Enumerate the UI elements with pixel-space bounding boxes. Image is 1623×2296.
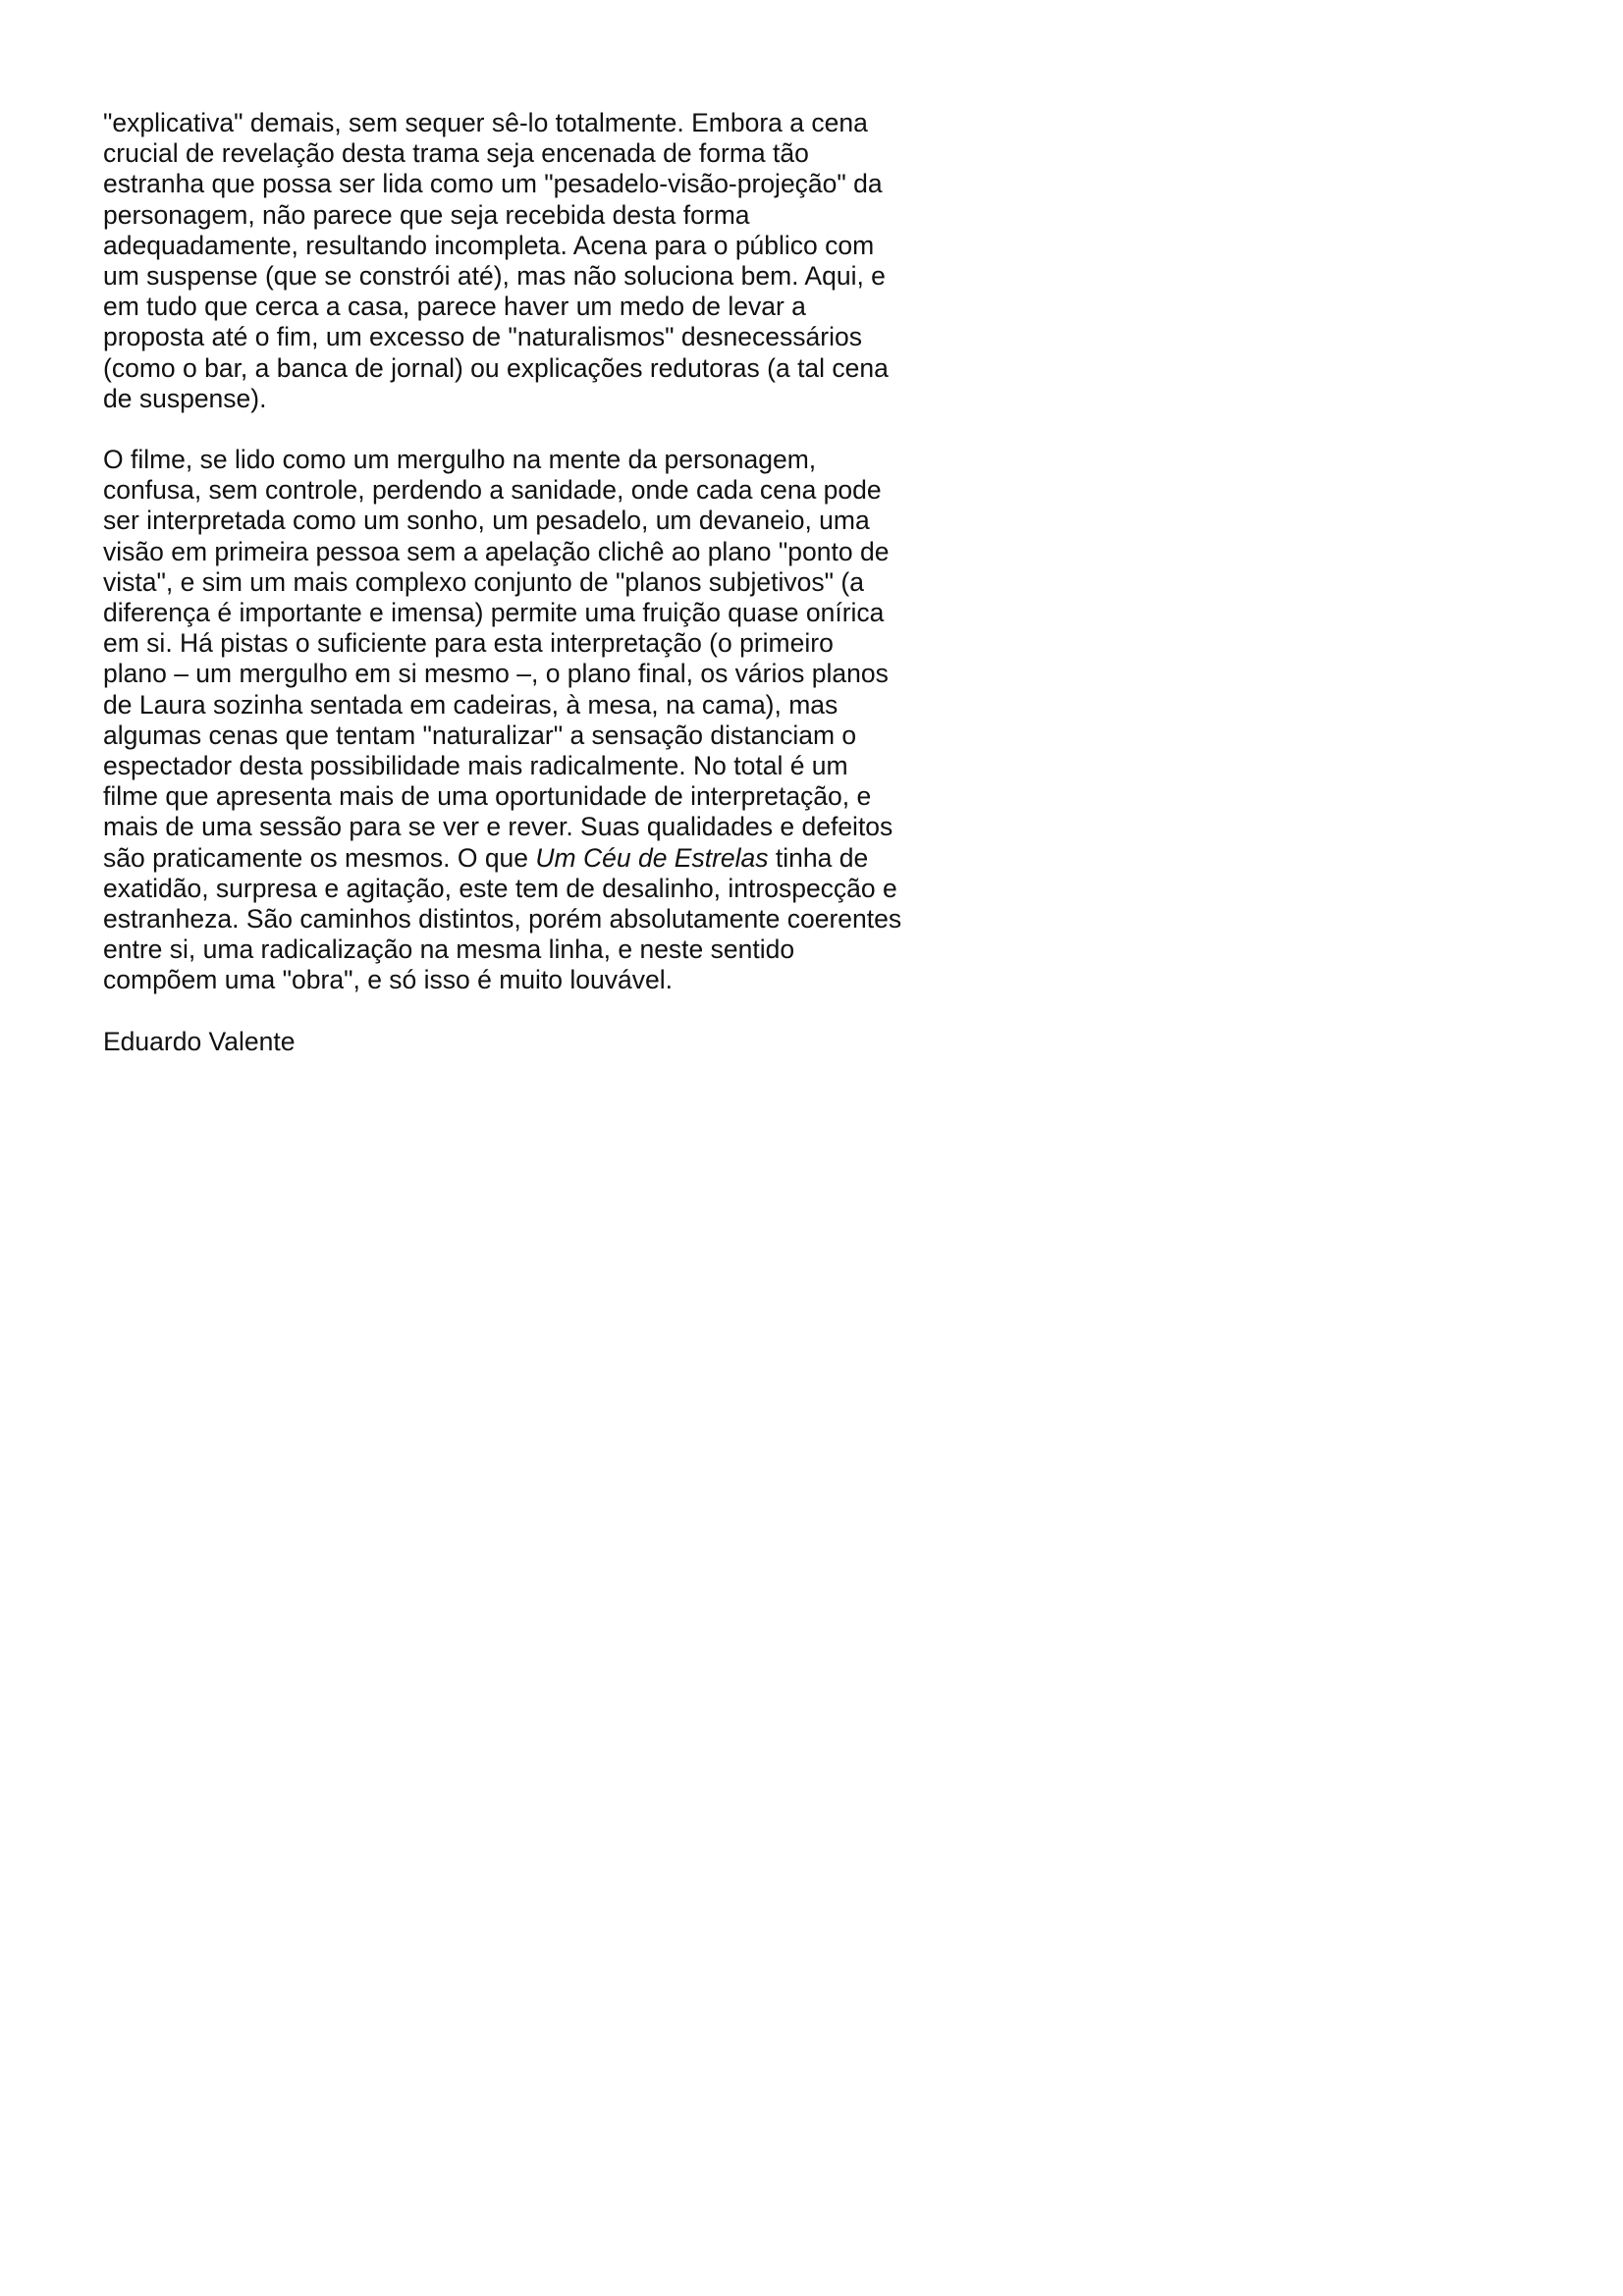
text-line: um suspense (que se constrói até), mas não soluciona bem. Aqui, e (103, 260, 886, 291)
text-line: de suspense). (103, 383, 267, 413)
text-line: estranheza. São caminhos distintos, porém absolutamente coerentes (103, 903, 902, 934)
text-line-with-title (103, 843, 987, 874)
text-line: diferença é importante e imensa) permite uma fruição quase onírica (103, 598, 885, 627)
text-line: vista", e sim um mais complexo conjunto de "planos subjetivos" (a (103, 566, 864, 597)
text-line: visão em primeira pessoa sem a apelação clichê ao plano "ponto de (103, 536, 890, 566)
document-page (103, 108, 987, 1057)
text-line: "explicativa" demais, sem sequer sê-lo totalmente. Embora a cena (103, 108, 868, 137)
text-line: entre si, uma radicalização na mesma linha, e neste sentido (103, 934, 795, 965)
text-fragment: são praticamente os mesmos. O que (103, 842, 536, 873)
text-line: (como o bar, a banca de jornal) ou explicações redutoras (a tal cena (103, 352, 889, 383)
text-line: espectador desta possibilidade mais radicalmente. No total é um (103, 750, 848, 780)
text-line: estranha que possa ser lida como um "pesadelo-visão-projeção" da (103, 169, 883, 199)
text-line: O filme, se lido como um mergulho na mente da personagem, (103, 445, 817, 475)
paragraph-gap (103, 995, 987, 1026)
paragraph-gap (103, 414, 987, 445)
text-line: adequadamente, resultando incompleta. Acena para o público com (103, 230, 875, 260)
text-line: em si. Há pistas o suficiente para esta interpretação (o primeiro (103, 628, 834, 659)
paragraph-1 (103, 108, 987, 414)
text-line: algumas cenas que tentam "naturalizar" a sensação distanciam o (103, 720, 857, 750)
text-line: confusa, sem controle, perdendo a sanidade, onde cada cena pode (103, 475, 882, 506)
text-fragment: tinha de (768, 842, 869, 873)
film-title: Um Céu de Estrelas (535, 842, 769, 873)
text-line: plano – um mergulho em si mesmo –, o plano final, os vários planos (103, 659, 889, 689)
text-line: crucial de revelação desta trama seja encenada de forma tão (103, 138, 809, 169)
text-line: mais de uma sessão para se ver e rever. Suas qualidades e defeitos (103, 812, 893, 842)
text-line: proposta até o fim, um excesso de "naturalismos" desnecessários (103, 322, 862, 352)
author-signature: Eduardo Valente (103, 1026, 296, 1056)
text-line: filme que apresenta mais de uma oportunidade de interpretação, e (103, 781, 872, 812)
text-line: personagem, não parece que seja recebida desta forma (103, 199, 750, 230)
text-line: ser interpretada como um sonho, um pesadelo, um devaneio, uma (103, 506, 870, 536)
text-line: em tudo que cerca a casa, parece haver um medo de levar a (103, 292, 806, 322)
text-line: de Laura sozinha sentada em cadeiras, à mesa, na cama), mas (103, 689, 839, 720)
paragraph-2 (103, 445, 987, 995)
text-line: compõem uma "obra", e só isso é muito louvável. (103, 965, 673, 995)
text-line: exatidão, surpresa e agitação, este tem de desalinho, introspecção e (103, 873, 897, 903)
